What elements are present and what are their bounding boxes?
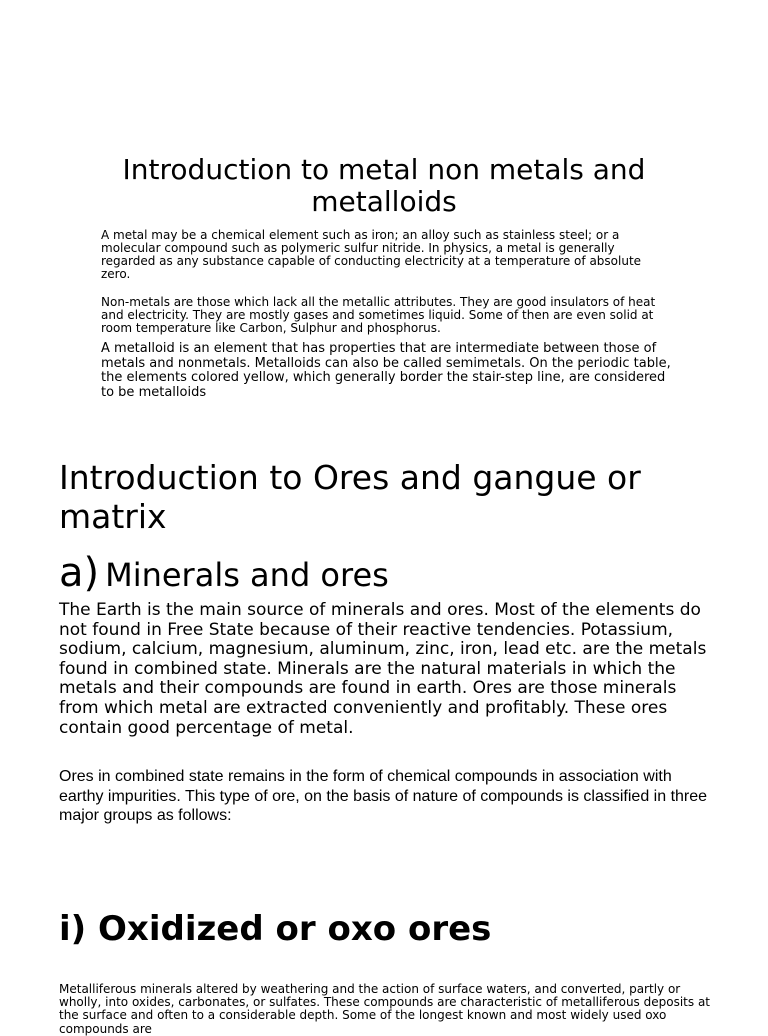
oxidized-ores-paragraph: Metalliferous minerals altered by weathering and the action of surface waters, and converted, partly or wholly, into oxides, carbonates, or sulfates. These compounds are characteristic of metalliferous deposits at the surface and often to a considerable depth. Some of the longest known and most widely used oxo compounds are — [59, 982, 710, 1036]
ores-section-heading: Introduction to Ores and gangue or matrix — [59, 458, 641, 536]
ores-classification-paragraph: Ores in combined state remains in the form of chemical compounds in association with earthy impurities. This type of ore, on the basis of nature of compounds is classified in three major groups as follows: — [59, 768, 708, 824]
subsection-marker: a) — [59, 550, 100, 596]
metalloid-definition-paragraph: A metalloid is an element that has properties that are intermediate between those of metals and nonmetals. Metalloids can also be called semimetals. On the periodic table, the elements colored yellow, which generally border the stair-step line, are considered to be metalloids — [101, 341, 671, 400]
subsection-title: Minerals and ores — [105, 556, 389, 594]
minerals-subsection-heading — [59, 550, 719, 598]
page-title: Introduction to metal non metals and metalloids — [122, 153, 646, 218]
metal-definition-paragraph: A metal may be a chemical element such as iron; an alloy such as stainless steel; or a molecular compound such as polymeric sulfur nitride. In physics, a metal is generally regarded as any substance capable of conducting electricity at a temperature of absolute zero. — [101, 228, 642, 281]
minerals-paragraph: The Earth is the main source of minerals and ores. Most of the elements do not found in Free State because of their reactive tendencies. Potassium, sodium, calcium, magnesium, aluminum, zinc, iron, lead etc. are the metals found in combined state. Minerals are the natural materials in which the metals and their compounds are found in earth. Ores are those minerals from which metal are extracted conveniently and profitably. These ores contain good percentage of metal. — [59, 600, 707, 738]
non-metal-definition-paragraph: Non-metals are those which lack all the metallic attributes. They are good insulators of heat and electricity. They are mostly gases and sometimes liquid. Some of then are even solid at room temperature like Carbon, Sulphur and phosphorus. — [101, 295, 656, 335]
oxidized-ores-heading: i) Oxidized or oxo ores — [59, 909, 492, 949]
